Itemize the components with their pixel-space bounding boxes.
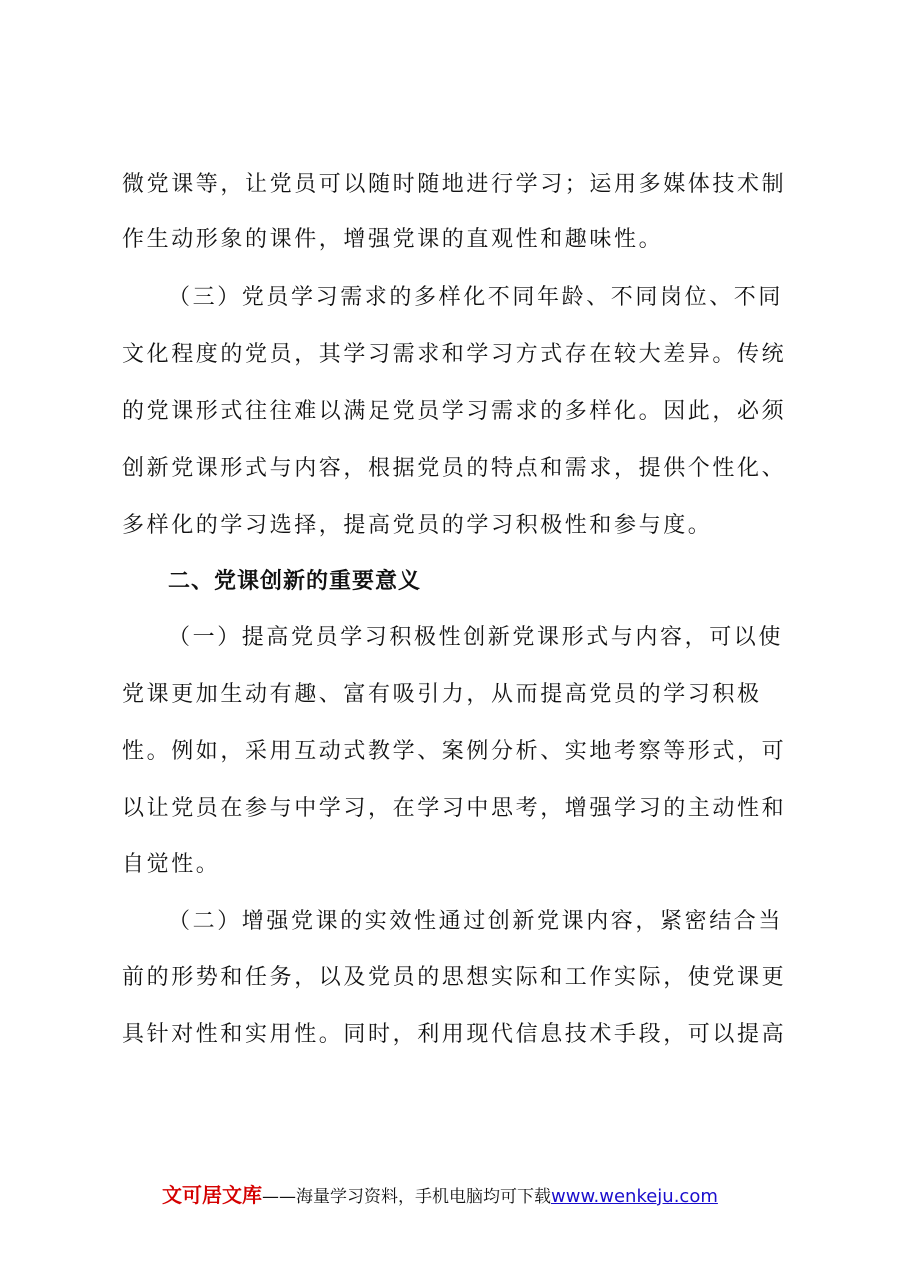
paragraph-start-line: （三）党员学习需求的多样化不同年龄、不同岗位、不同 xyxy=(168,285,784,310)
body-line: 微党课等，让党员可以随时随地进行学习；运用多媒体技术制 xyxy=(122,172,787,197)
body-line: 具针对性和实用性。同时，利用现代信息技术手段，可以提高 xyxy=(122,1022,787,1047)
body-line: 前的形势和任务，以及党员的思想实际和工作实际，使党课更 xyxy=(122,965,787,990)
body-line: 性。例如，采用互动式教学、案例分析、实地考察等形式，可 xyxy=(122,739,787,764)
footer-slogan: 海量学习资料，手机电脑均可下载 xyxy=(296,1187,551,1207)
body-line: 作生动形象的课件，增强党课的直观性和趣味性。 xyxy=(122,227,664,252)
section-heading: 二、党课创新的重要意义 xyxy=(168,569,422,594)
footer-dash: —— xyxy=(262,1187,296,1207)
paragraph-start-line: （一）提高党员学习积极性创新党课形式与内容，可以使 xyxy=(168,625,784,650)
body-line: 以让党员在参与中学习，在学习中思考，增强学习的主动性和 xyxy=(122,796,787,821)
body-line: 党课更加生动有趣、富有吸引力，从而提高党员的学习积极 xyxy=(122,682,762,707)
body-line: 多样化的学习选择，提高党员的学习积极性和参与度。 xyxy=(122,513,713,538)
paragraph-start-line: （二）增强党课的实效性通过创新党课内容，紧密结合当 xyxy=(168,909,784,934)
body-line: 自觉性。 xyxy=(122,852,221,877)
footer-website-link[interactable]: www.wenkeju.com xyxy=(551,1186,718,1207)
body-line: 文化程度的党员，其学习需求和学习方式存在较大差异。传统 xyxy=(122,342,787,367)
footer-brand: 文可居文库 xyxy=(162,1183,262,1207)
body-line: 创新党课形式与内容，根据党员的特点和需求，提供个性化、 xyxy=(122,456,787,481)
body-line: 的党课形式往往难以满足党员学习需求的多样化。因此，必须 xyxy=(122,399,787,424)
footer-banner xyxy=(162,1181,718,1211)
